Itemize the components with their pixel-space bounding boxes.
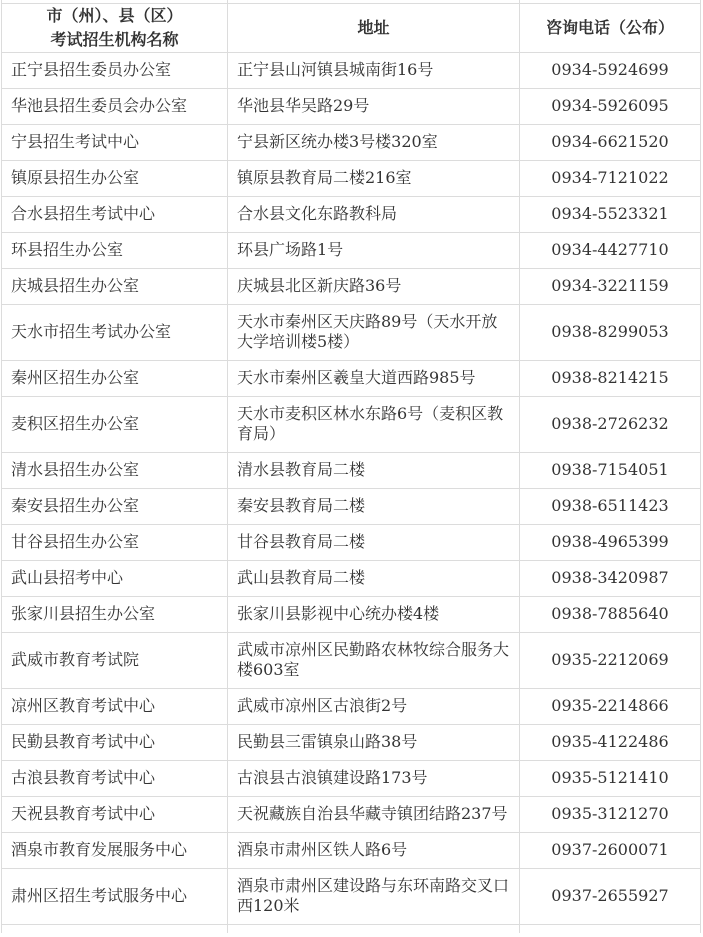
table-row	[2, 124, 701, 160]
table-row	[2, 52, 701, 88]
address-cell: 民勤县三雷镇泉山路38号	[228, 724, 520, 760]
table-row	[2, 196, 701, 232]
address-cell: 天水市麦积区林水东路6号（麦积区教育局）	[228, 396, 520, 452]
table-row	[2, 796, 701, 832]
address-cell: 镇原县教育局二楼216室	[228, 160, 520, 196]
address-cell: 宁县新区统办楼3号楼320室	[228, 124, 520, 160]
phone-cell: 0934-3221159	[520, 268, 701, 304]
phone-cell: 0937-2655927	[520, 868, 701, 924]
address-cell: 古浪县古浪镇建设路173号	[228, 760, 520, 796]
address-cell: 甘谷县教育局二楼	[228, 524, 520, 560]
address-cell: 武威市凉州区民勤路农林牧综合服务大楼603室	[228, 632, 520, 688]
phone-cell: 0937-2600071	[520, 832, 701, 868]
table-row	[2, 488, 701, 524]
table-row	[2, 724, 701, 760]
phone-cell: 0935-4122486	[520, 724, 701, 760]
org-name-cell: 天水市招生考试办公室	[2, 304, 228, 360]
header-phone: 咨询电话（公布）	[520, 3, 701, 52]
table-row	[2, 160, 701, 196]
org-name-cell: 武威市教育考试院	[2, 632, 228, 688]
org-name-cell: 庆城县招生办公室	[2, 268, 228, 304]
org-name-cell: 肃州区招生考试服务中心	[2, 868, 228, 924]
org-name-cell: 天祝县教育考试中心	[2, 796, 228, 832]
table-header-row	[2, 3, 701, 52]
org-name-cell: 凉州区教育考试中心	[2, 688, 228, 724]
phone-cell: 0938-7885640	[520, 596, 701, 632]
address-cell: 张家川县影视中心统办楼4楼	[228, 596, 520, 632]
org-name-cell: 古浪县教育考试中心	[2, 760, 228, 796]
table-row	[2, 832, 701, 868]
org-name-cell: 民勤县教育考试中心	[2, 724, 228, 760]
phone-cell: 0934-5926095	[520, 88, 701, 124]
clipped-cell	[520, 924, 701, 933]
phone-cell: 0935-2214866	[520, 688, 701, 724]
phone-cell: 0935-3121270	[520, 796, 701, 832]
table-row	[2, 760, 701, 796]
org-name-cell: 秦安县招生办公室	[2, 488, 228, 524]
org-name-cell: 镇原县招生办公室	[2, 160, 228, 196]
phone-cell: 0938-6511423	[520, 488, 701, 524]
table-row	[2, 524, 701, 560]
address-cell: 秦安县教育局二楼	[228, 488, 520, 524]
phone-cell: 0938-2726232	[520, 396, 701, 452]
table-row	[2, 560, 701, 596]
header-org-name-line1: 市（州）、县（区）	[46, 5, 183, 25]
org-name-cell: 酒泉市教育发展服务中心	[2, 832, 228, 868]
phone-cell: 0938-3420987	[520, 560, 701, 596]
phone-cell: 0934-5523321	[520, 196, 701, 232]
address-cell: 酒泉市肃州区建设路与东环南路交叉口西120米	[228, 868, 520, 924]
org-name-cell: 甘谷县招生办公室	[2, 524, 228, 560]
clipped-row-bottom	[2, 924, 701, 933]
address-cell: 武山县教育局二楼	[228, 560, 520, 596]
table-row	[2, 596, 701, 632]
phone-cell: 0938-8299053	[520, 304, 701, 360]
table-row	[2, 688, 701, 724]
address-cell: 正宁县山河镇县城南街16号	[228, 52, 520, 88]
table-row	[2, 360, 701, 396]
table-row	[2, 268, 701, 304]
table-row	[2, 396, 701, 452]
org-name-cell: 武山县招考中心	[2, 560, 228, 596]
address-cell: 天祝藏族自治县华藏寺镇团结路237号	[228, 796, 520, 832]
address-cell: 天水市秦州区天庆路89号（天水开放大学培训楼5楼）	[228, 304, 520, 360]
address-cell: 天水市秦州区羲皇大道西路985号	[228, 360, 520, 396]
phone-cell: 0934-4427710	[520, 232, 701, 268]
address-cell: 华池县华吴路29号	[228, 88, 520, 124]
table-row	[2, 232, 701, 268]
phone-cell: 0938-7154051	[520, 452, 701, 488]
table-row	[2, 868, 701, 924]
header-org-name-line2: 考试招生机构名称	[50, 29, 179, 49]
phone-cell: 0934-6621520	[520, 124, 701, 160]
clipped-cell	[2, 924, 228, 933]
org-name-cell: 正宁县招生委员办公室	[2, 52, 228, 88]
phone-cell: 0938-8214215	[520, 360, 701, 396]
phone-cell: 0934-5924699	[520, 52, 701, 88]
org-name-cell: 环县招生办公室	[2, 232, 228, 268]
address-cell: 武威市凉州区古浪街2号	[228, 688, 520, 724]
header-org-name	[2, 3, 228, 52]
org-name-cell: 张家川县招生办公室	[2, 596, 228, 632]
address-cell: 庆城县北区新庆路36号	[228, 268, 520, 304]
org-name-cell: 麦积区招生办公室	[2, 396, 228, 452]
exam-institutions-table	[1, 0, 701, 933]
address-cell: 酒泉市肃州区铁人路6号	[228, 832, 520, 868]
phone-cell: 0934-7121022	[520, 160, 701, 196]
phone-cell: 0935-2212069	[520, 632, 701, 688]
table-row	[2, 88, 701, 124]
table-row	[2, 304, 701, 360]
address-cell: 环县广场路1号	[228, 232, 520, 268]
phone-cell: 0935-5121410	[520, 760, 701, 796]
clipped-cell	[228, 924, 520, 933]
address-cell: 合水县文化东路教科局	[228, 196, 520, 232]
address-cell: 清水县教育局二楼	[228, 452, 520, 488]
table-row	[2, 632, 701, 688]
org-name-cell: 合水县招生考试中心	[2, 196, 228, 232]
header-address: 地址	[228, 3, 520, 52]
org-name-cell: 清水县招生办公室	[2, 452, 228, 488]
org-name-cell: 华池县招生委员会办公室	[2, 88, 228, 124]
table-row	[2, 452, 701, 488]
org-name-cell: 秦州区招生办公室	[2, 360, 228, 396]
phone-cell: 0938-4965399	[520, 524, 701, 560]
org-name-cell: 宁县招生考试中心	[2, 124, 228, 160]
